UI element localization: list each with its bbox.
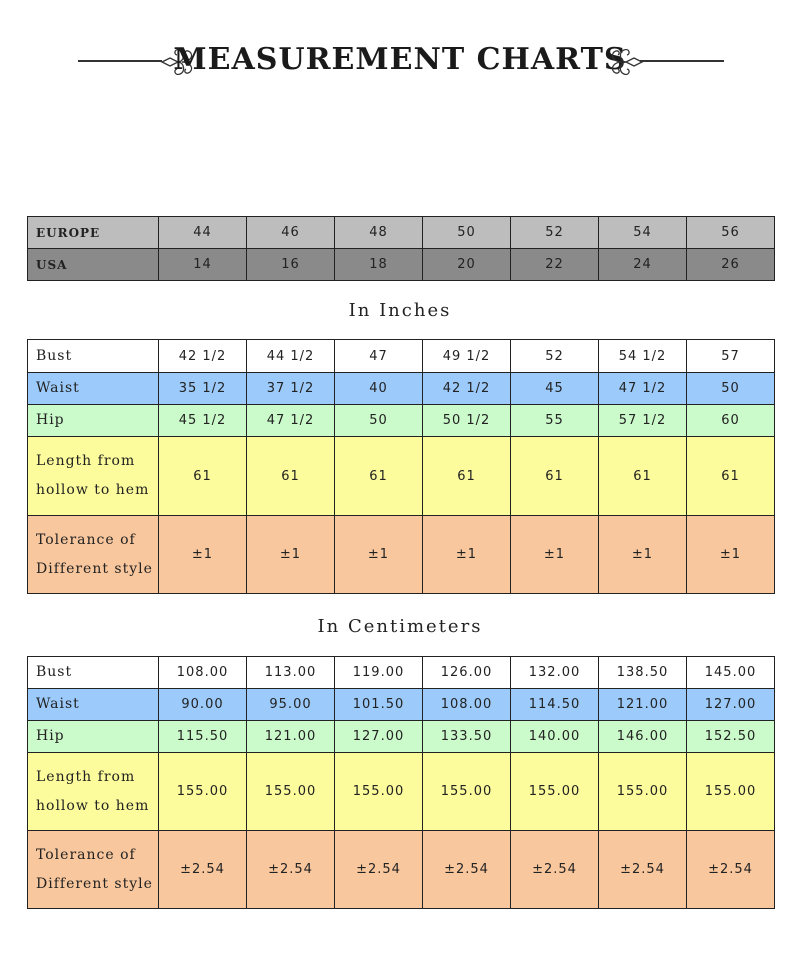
table-cell: 95.00 — [247, 689, 335, 721]
table-cell: 61 — [599, 437, 687, 516]
row-label-waist: Waist — [28, 689, 159, 721]
table-cell: 47 1/2 — [247, 405, 335, 437]
table-row — [28, 516, 775, 594]
table-cell: 145.00 — [687, 657, 775, 689]
table-cell: 50 — [423, 217, 511, 249]
table-row — [28, 340, 775, 373]
table-cell: 55 — [511, 405, 599, 437]
row-label-bust: Bust — [28, 657, 159, 689]
table-cell: 52 — [511, 217, 599, 249]
table-cell: ±1 — [159, 516, 247, 594]
row-label-length — [28, 753, 159, 831]
table-cell: 56 — [687, 217, 775, 249]
table-cell: ±2.54 — [423, 831, 511, 909]
table-row — [28, 689, 775, 721]
table-cell: 49 1/2 — [423, 340, 511, 373]
table-cell: 113.00 — [247, 657, 335, 689]
row-label-hip: Hip — [28, 405, 159, 437]
size-conversion-table — [27, 216, 775, 281]
table-cell: 60 — [687, 405, 775, 437]
table-cell: 47 1/2 — [599, 373, 687, 405]
row-label-hip: Hip — [28, 721, 159, 753]
table-cell: ±1 — [335, 516, 423, 594]
row-label-usa: USA — [28, 249, 159, 281]
row-label-line: Tolerance of — [36, 846, 136, 863]
table-cell: 45 — [511, 373, 599, 405]
table-cell: 14 — [159, 249, 247, 281]
table-cell: 155.00 — [423, 753, 511, 831]
table-cell: 20 — [423, 249, 511, 281]
table-cell: 52 — [511, 340, 599, 373]
table-cell: 50 — [335, 405, 423, 437]
table-row — [28, 373, 775, 405]
table-cell: ±2.54 — [335, 831, 423, 909]
row-label-line: Different style — [36, 560, 153, 577]
row-label-line: hollow to hem — [36, 797, 150, 814]
table-cell: ±1 — [511, 516, 599, 594]
table-cell: ±2.54 — [247, 831, 335, 909]
table-cell: ±1 — [687, 516, 775, 594]
inches-table — [27, 339, 775, 594]
row-label-europe: EUROPE — [28, 217, 159, 249]
row-label-line: Length from — [36, 453, 136, 469]
table-cell: 138.50 — [599, 657, 687, 689]
table-cell: 155.00 — [335, 753, 423, 831]
table-cell: 47 — [335, 340, 423, 373]
centimeters-table — [27, 656, 775, 909]
table-cell: 57 1/2 — [599, 405, 687, 437]
table-cell: 115.50 — [159, 721, 247, 753]
table-cell: 119.00 — [335, 657, 423, 689]
table-cell: ±2.54 — [599, 831, 687, 909]
table-cell: 37 1/2 — [247, 373, 335, 405]
row-label-tolerance — [28, 516, 159, 594]
table-cell: 54 1/2 — [599, 340, 687, 373]
flourish-right-icon — [600, 40, 644, 84]
table-cell: 155.00 — [599, 753, 687, 831]
row-label-waist: Waist — [28, 373, 159, 405]
row-label-line: Tolerance of — [36, 531, 136, 548]
section-title-centimeters: In Centimeters — [317, 616, 483, 637]
table-cell: 46 — [247, 217, 335, 249]
table-cell: 155.00 — [687, 753, 775, 831]
table-cell: 35 1/2 — [159, 373, 247, 405]
table-row — [28, 831, 775, 909]
table-cell: 50 — [687, 373, 775, 405]
section-title-inches: In Inches — [348, 300, 452, 321]
table-row — [28, 405, 775, 437]
table-cell: 48 — [335, 217, 423, 249]
table-cell: 45 1/2 — [159, 405, 247, 437]
table-cell: 155.00 — [511, 753, 599, 831]
table-cell: 61 — [423, 437, 511, 516]
table-cell: 16 — [247, 249, 335, 281]
table-row — [28, 753, 775, 831]
table-cell: 114.50 — [511, 689, 599, 721]
table-cell: 61 — [247, 437, 335, 516]
table-cell: 61 — [335, 437, 423, 516]
table-cell: 57 — [687, 340, 775, 373]
table-cell: 90.00 — [159, 689, 247, 721]
table-row — [28, 657, 775, 689]
table-row — [28, 437, 775, 516]
table-cell: ±2.54 — [687, 831, 775, 909]
table-cell: 18 — [335, 249, 423, 281]
table-cell: 26 — [687, 249, 775, 281]
row-label-length — [28, 437, 159, 516]
table-cell: 127.00 — [687, 689, 775, 721]
table-cell: 127.00 — [335, 721, 423, 753]
table-cell: ±2.54 — [159, 831, 247, 909]
table-cell: 42 1/2 — [423, 373, 511, 405]
row-label-bust: Bust — [28, 340, 159, 373]
table-cell: ±1 — [247, 516, 335, 594]
table-cell: 126.00 — [423, 657, 511, 689]
table-cell: 108.00 — [159, 657, 247, 689]
table-cell: 155.00 — [247, 753, 335, 831]
table-cell: ±1 — [423, 516, 511, 594]
row-label-line: Different style — [36, 875, 153, 892]
table-cell: 42 1/2 — [159, 340, 247, 373]
table-row — [28, 721, 775, 753]
table-row — [28, 217, 775, 249]
table-cell: 44 1/2 — [247, 340, 335, 373]
table-cell: 44 — [159, 217, 247, 249]
table-cell: 61 — [511, 437, 599, 516]
table-cell: 133.50 — [423, 721, 511, 753]
page-title: MEASUREMENT CHARTS — [173, 42, 627, 77]
table-cell: 22 — [511, 249, 599, 281]
table-cell: 101.50 — [335, 689, 423, 721]
table-cell: 152.50 — [687, 721, 775, 753]
table-cell: 140.00 — [511, 721, 599, 753]
table-cell: ±2.54 — [511, 831, 599, 909]
table-cell: 121.00 — [247, 721, 335, 753]
table-cell: ±1 — [599, 516, 687, 594]
row-label-line: hollow to hem — [36, 482, 150, 498]
table-row — [28, 249, 775, 281]
table-cell: 61 — [687, 437, 775, 516]
table-cell: 132.00 — [511, 657, 599, 689]
title-banner — [0, 34, 800, 88]
table-cell: 40 — [335, 373, 423, 405]
table-cell: 24 — [599, 249, 687, 281]
table-cell: 155.00 — [159, 753, 247, 831]
row-label-line: Length from — [36, 768, 136, 785]
table-cell: 50 1/2 — [423, 405, 511, 437]
table-cell: 61 — [159, 437, 247, 516]
title-rule-right — [640, 60, 724, 62]
table-cell: 146.00 — [599, 721, 687, 753]
row-label-tolerance — [28, 831, 159, 909]
table-cell: 54 — [599, 217, 687, 249]
table-cell: 108.00 — [423, 689, 511, 721]
table-cell: 121.00 — [599, 689, 687, 721]
